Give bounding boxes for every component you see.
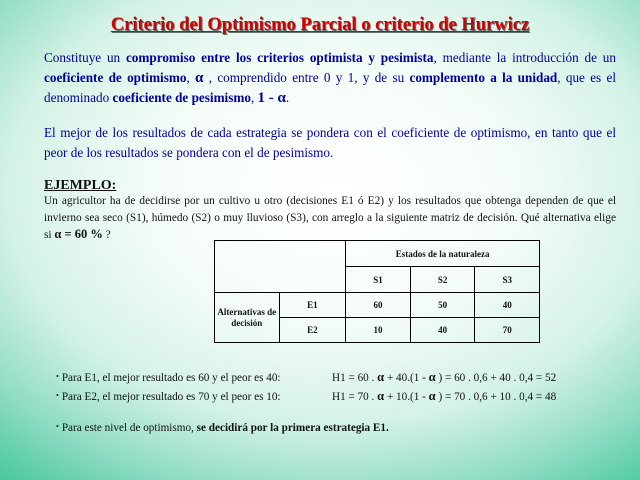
intro-bold-coef-optimismo: coeficiente de optimismo [44, 70, 187, 85]
intro-bold-complemento: complemento a la unidad [409, 70, 558, 85]
intro-bold-coef-pesimismo: coeficiente de pesimismo [112, 90, 251, 105]
intro-text-1: Constituye un [44, 50, 126, 65]
result-e2-text: Para E2, el mejor resultado es 70 y el peor es 10: [61, 391, 281, 403]
intro-text-3: , [186, 70, 196, 85]
result-e2-formula: H1 = 70 . α + 10.(1 - α ) = 70 . 0,6 + 10 . 0,4 = 48 [332, 389, 557, 403]
ponderacion-paragraph: El mejor de los resultados de cada estrategia se pondera con el coeficiente de optimismo, en tanto que el peor de los resultados se pondera con el de pesimismo. [44, 125, 616, 160]
matrix-corner-cell [215, 241, 346, 293]
result-e2 [56, 389, 556, 404]
example-text [44, 193, 616, 244]
column-header-s2: S2 [410, 267, 475, 293]
result-e1-text: Para E1, el mejor resultado es 60 y el peor es 40: [61, 372, 281, 384]
row-label-e1: E1 [279, 293, 346, 318]
intro-text-5: , que es el denominado [44, 70, 616, 105]
cell-e2-s2: 40 [410, 318, 475, 343]
cell-e2-s1: 10 [346, 318, 411, 343]
states-header: Estados de la naturaleza [346, 241, 540, 267]
intro-bold-compromiso: compromiso entre los criterios optimista y pesimista [125, 50, 434, 65]
bullet-icon: • [56, 422, 59, 431]
slide-title: Criterio del Optimismo Parcial o criterio de Hurwicz [110, 15, 530, 35]
alpha-value: α = 60 % [54, 227, 103, 241]
intro-paragraph [44, 48, 616, 108]
conclusion [56, 420, 389, 435]
cell-e1-s2: 50 [410, 293, 475, 318]
intro-text-7: . [285, 90, 290, 105]
bullet-icon: • [56, 391, 59, 400]
example-question-end: ? [102, 229, 111, 241]
cell-e1-s3: 40 [475, 293, 540, 318]
intro-text-4: , comprendido entre 0 y 1, y de su [203, 70, 410, 85]
complement-symbol: 1 - α [257, 90, 286, 106]
intro-text-6: , [250, 90, 258, 105]
result-e1 [56, 370, 556, 385]
conclusion-text: Para este nivel de optimismo, [61, 422, 197, 434]
column-header-s1: S1 [346, 267, 411, 293]
row-label-e2: E2 [279, 318, 346, 343]
example-statement: Un agricultor ha de decidirse por un cultivo u otro (decisiones E1 ó E2) y los resultados que obtenga dependen de que el invierno sea seco (S1), húmedo (S2) o muy lluvioso (S3), con arreglo a la siguiente matriz de decisión. Qué alternativa elige si [44, 195, 616, 241]
cell-e1-s1: 60 [346, 293, 411, 318]
conclusion-decision: se decidirá por la primera estrategia E1. [196, 422, 389, 434]
decision-matrix [214, 240, 540, 343]
cell-e2-s3: 70 [475, 318, 540, 343]
intro-text-2: , mediante la introducción de un [433, 50, 616, 65]
row-header-alternativas: Alternativas de decisión [215, 293, 280, 343]
column-header-s3: S3 [475, 267, 540, 293]
alpha-symbol: α [195, 70, 204, 86]
example-heading: EJEMPLO: [44, 178, 117, 193]
result-e1-formula: H1 = 60 . α + 40.(1 - α ) = 60 . 0,6 + 40 . 0,4 = 52 [332, 370, 557, 384]
bullet-icon: • [56, 372, 59, 381]
